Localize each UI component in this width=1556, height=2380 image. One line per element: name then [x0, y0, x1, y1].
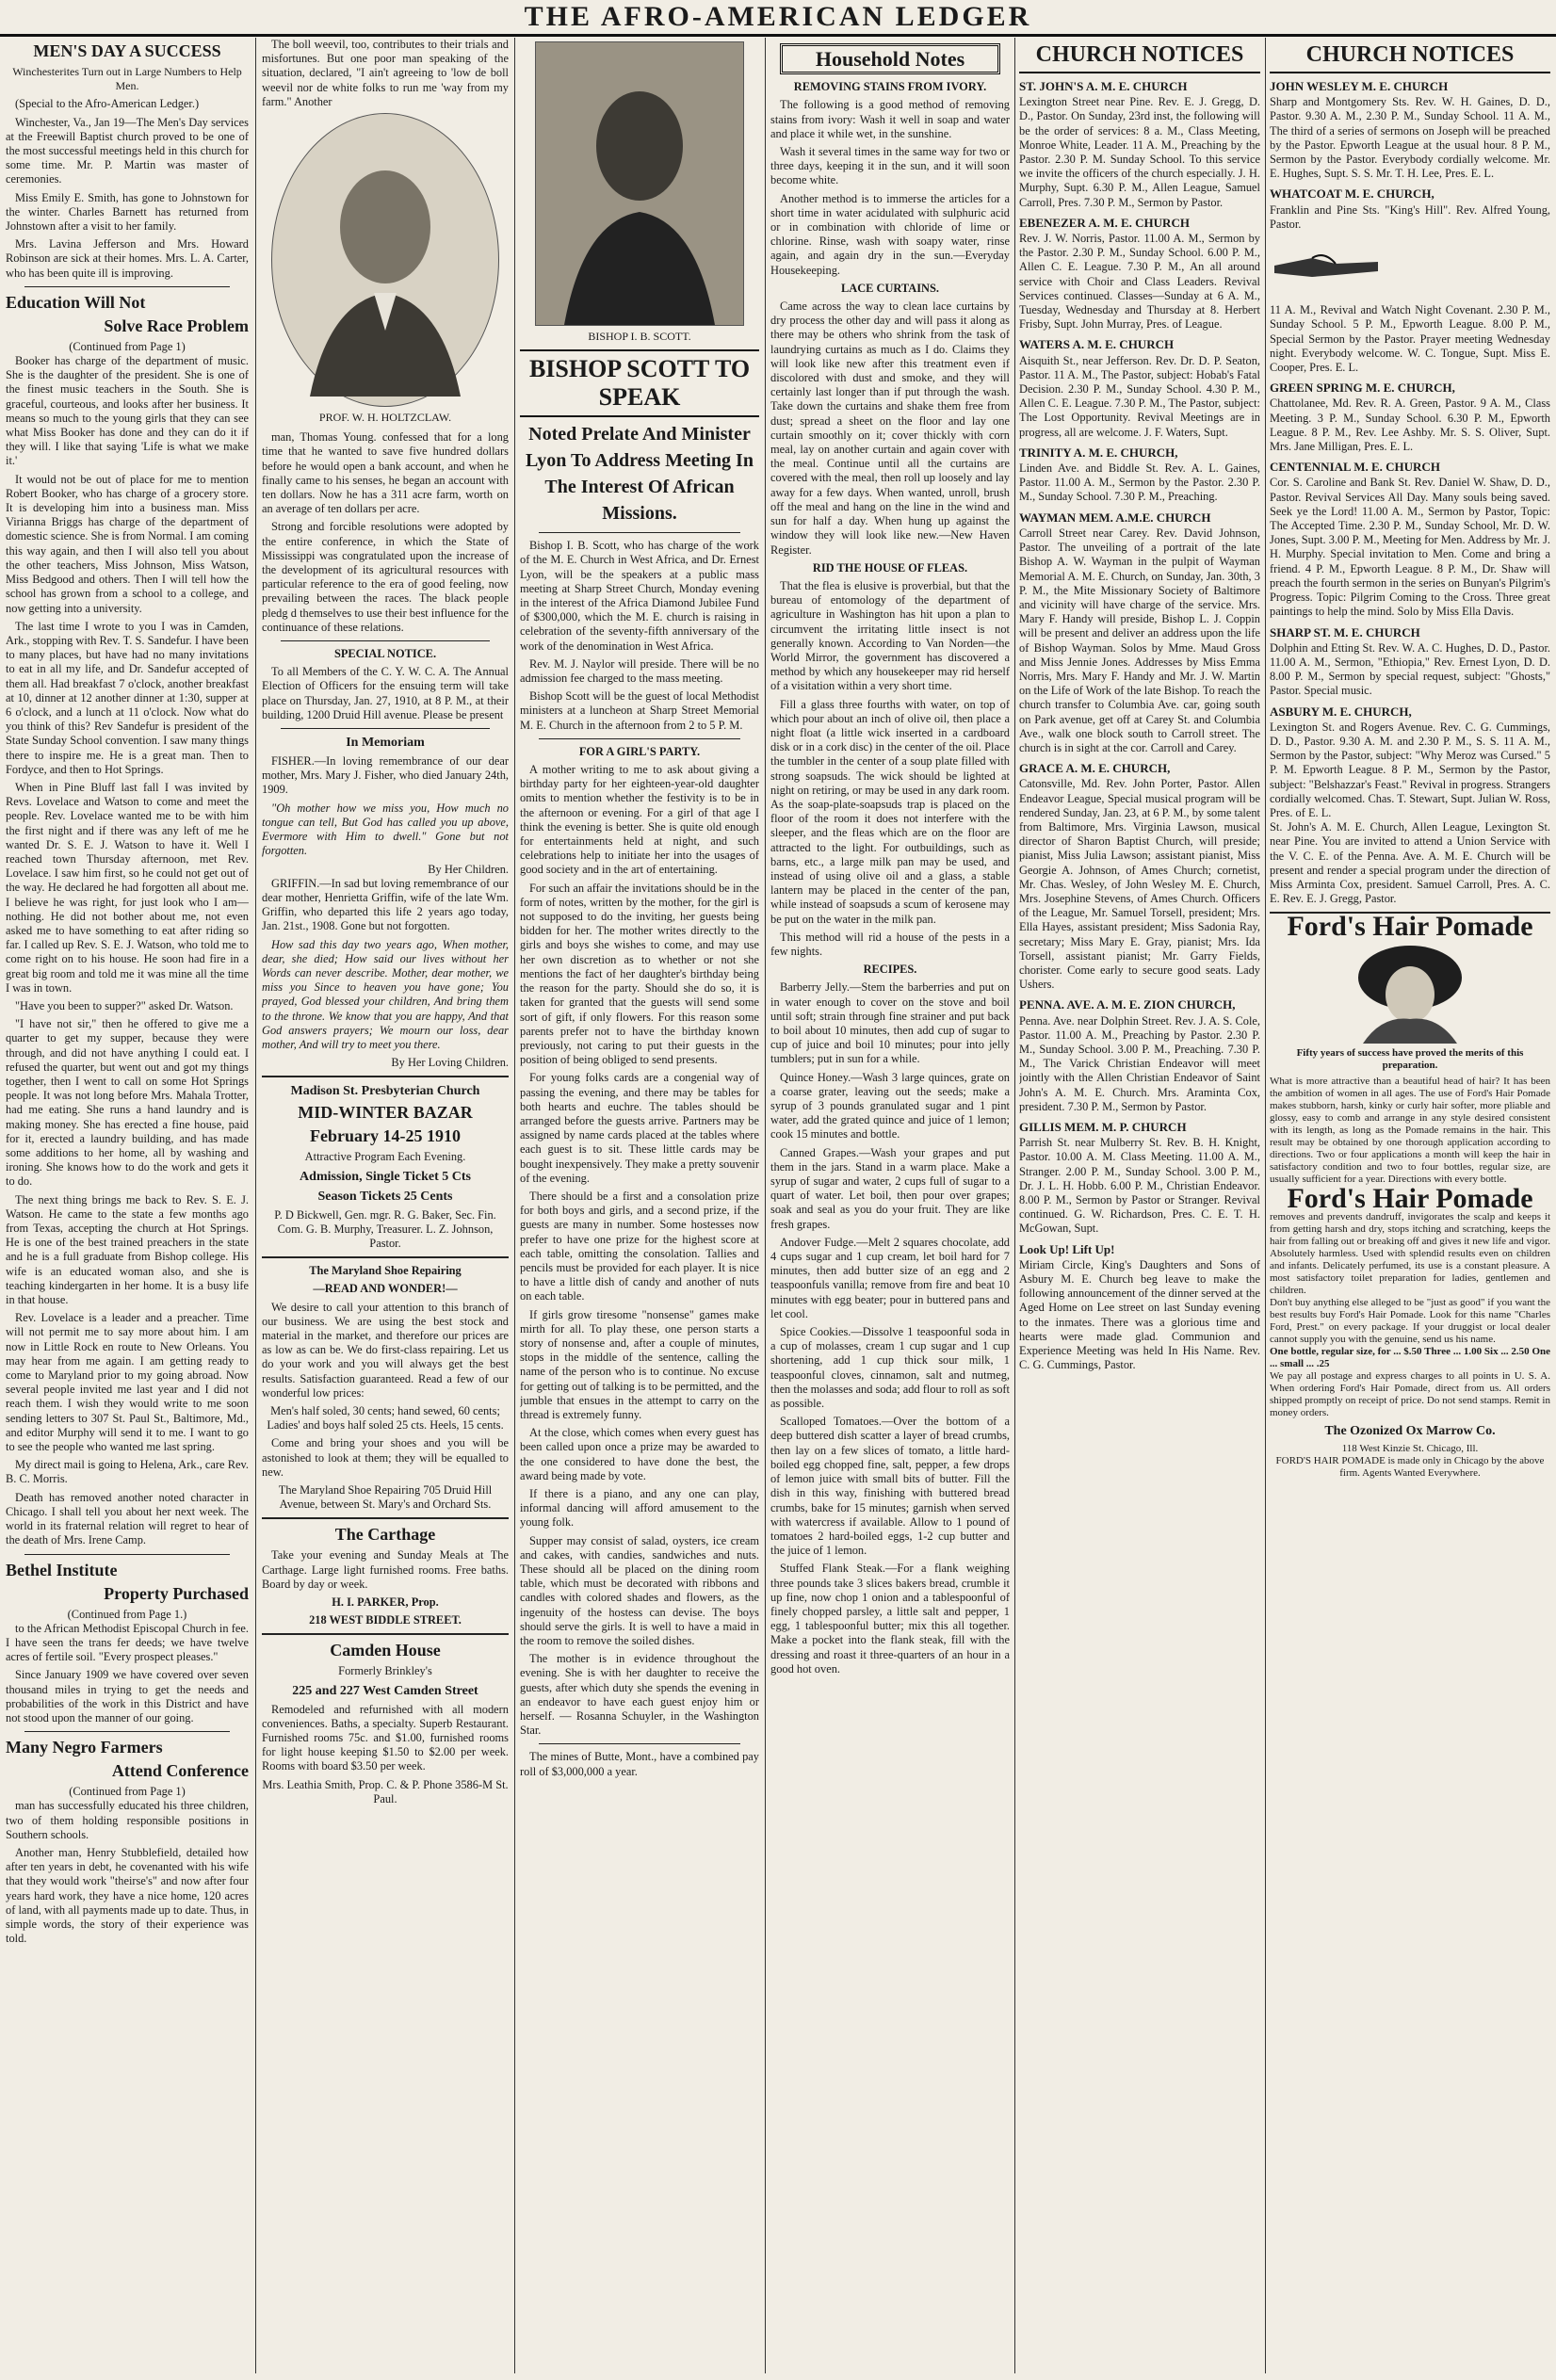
paragraph: That the flea is elusive is proverbial, but that the bureau of entomology of the department of agriculture in Washington has hit upon a plan to circumvent the irritating little insect is not generally known. According to Van Norden—the World Mirror, the government has discovered a method by which any housekeeper may rid herself of a visitation within a very short time. [770, 578, 1010, 693]
paragraph: To all Members of the C. Y. W. C. A. The Annual Election of Officers for the ensuing term will take place on Thursday, Jan. 27, 1910, at 8 P. M., at their building, 1200 Druid Hill avenue. Please be present [262, 665, 509, 721]
church-notice [1270, 79, 1550, 181]
church-notice [1019, 445, 1260, 505]
paragraph: Strong and forcible resolutions were adopted by the entire conference, in which the State of Mississippi was congratulated upon the increase of the development of its agricultural resources with particular reference to the era of good feeling, now prevailing between the races. The black people pledg d themselves to use their best influence for the continuance of these relations. [262, 520, 509, 634]
church-name: JOHN WESLEY M. E. CHURCH [1270, 79, 1449, 93]
ad-body: What is more attractive than a beautiful head of hair? It has been the ambition of women in all ages. The use of Ford's Hair Pomade makes stubborn, harsh, kinky or curly hair softer, more pliable and glossy, easy to comb and arrange in any style desired consistent with its length, as long as the Pomade remains in the hair. This result may be obtained by one thorough application according to directions. Two or four applications a month will keep the hair in satisfactory condition and two to four bottles, regular size, are usually sufficient for a year. Directions with every bottle. [1270, 1075, 1550, 1185]
ad-title: Ford's Hair Pomade [1287, 911, 1533, 943]
church-name: WAYMAN MEM. A.M.E. CHURCH [1019, 510, 1211, 525]
ad-heading: The Maryland Shoe Repairing [309, 1264, 462, 1278]
masthead: THE AFRO-AMERICAN LEDGER [0, 0, 1556, 37]
ad-dates: February 14-25 1910 [310, 1126, 461, 1146]
paragraph: Since January 1909 we have covered over seven thousand miles in trying to get the needs and probabilities of the work in this District and have not stood upon the manner of our going. [6, 1668, 249, 1724]
paragraph: Remodeled and refurnished with all modern conveniences. Baths, a specialty. Superb Restaurant. Furnished rooms 75c. and $1.00, furnished rooms for light house keeping $1.50 to $2.00 per week. Rooms with board $3.50 per week. [262, 1702, 509, 1773]
ad-tagline: Fifty years of success have proved the merits of this preparation. [1296, 1046, 1524, 1071]
article-headline: Attend Conference [111, 1761, 249, 1781]
section-banner: Household Notes [780, 43, 1000, 74]
paragraph: Another man, Henry Stubblefield, detailed how after ten years in debt, he covenanted with his wife that they would work "theirse's" and now after four years hard work, they have a nice home, 120 acres of land, with all payments made up to date. Thus, in simple words, the story of their experience was told. [6, 1845, 249, 1946]
church-name: CENTENNIAL M. E. CHURCH [1270, 460, 1440, 475]
paragraph: When in Pine Bluff last fall I was invited by Revs. Lovelace and Watson to come and meet the people. Rev. Lovelace wanted me to be with him the first night and if there was any left of me he wanted Dr. S. E. J. Watson to have it. Well I reached town Thursday afternoon, met Rev. Lovelace. I saw him first, so he could not get out of the way. He declared he had forgotten all about me. I believe he was right, for just look who I am—nothing. He did not bother about me, not even asked me to have something to eat after riding so far. I called up Rev. S. E. J. Watson, who told me to come right on to his house. He soon had fire in a great big room and told me it was mine all the time I was in town. [6, 780, 249, 995]
continued-note: (Continued from Page 1.) [67, 1607, 187, 1621]
column-1 [6, 38, 249, 2373]
ad-title: Ford's Hair Pomade [1287, 1182, 1533, 1214]
poem: How sad this day two years ago, When mother, dear, she died; How said our lives without her Words can never describe. Mother, dear mother, we miss you Since to heaven you have gone; You prayed, God blessed your children, And bring them to the throne. We know that you are happy, And that God answers prayers; We mourn our loss, dear mother, And will try to meet you there. [262, 937, 509, 1051]
paragraph: My direct mail is going to Helena, Ark., care Rev. B. C. Morris. [6, 1458, 249, 1486]
divider [262, 1633, 509, 1635]
paragraph: Rev. M. J. Naylor will preside. There will be no admission fee charged to the mass meeting. [520, 656, 759, 686]
paragraph: The boll weevil, too, contributes to their trials and misfortunes. But one poor man speaking of the situation, declared, "I ain't agreeing to 'low de boll weevil nor de white folks to run me 'way from my farm." Another [262, 38, 509, 108]
church-name: GREEN SPRING M. E. CHURCH, [1270, 380, 1455, 396]
paragraph: The mines of Butte, Mont., have a combined pay roll of $3,000,000 a year. [520, 1750, 759, 1778]
article-headline: Property Purchased [104, 1583, 249, 1603]
ad-body: We pay all postage and express charges to all points in U. S. A. When ordering Ford's Hair Pomade, direct from us. All orders shipped promptly on receipt of price. Do not send stamps. Remit in money orders. [1270, 1369, 1550, 1418]
photo-caption: BISHOP I. B. SCOTT. [588, 330, 691, 343]
church-notice [1019, 79, 1260, 210]
paragraph: "Have you been to supper?" asked Dr. Watson. [15, 998, 234, 1012]
column-3 [520, 38, 759, 2373]
signature: By Her Children. [428, 862, 509, 876]
column-rule [765, 38, 766, 2373]
ad-line: H. I. PARKER, Prop. [332, 1595, 439, 1610]
divider [262, 1076, 509, 1077]
church-details: Penna. Ave. near Dolphin Street. Rev. J. A. S. Cole, Pastor. 11.00 A. M., Preaching by Pastor. 2.30 P. M., Sunday School. 3.00 P. M., Preaching. 7.30 P. M., The Varick Christian Endeavor will meet jointly with the Allen Christian Endeavor of Saint John's A. M. E. Church. Mrs. Araminta Cox, president. 7.30 P. M., Sermon by Pastor. [1019, 1013, 1260, 1113]
section-header: CHURCH NOTICES [1270, 41, 1550, 73]
church-details: Franklin and Pine Sts. "King's Hill". Rev. Alfred Young, Pastor. [1270, 202, 1550, 231]
paragraph: Andover Fudge.—Melt 2 squares chocolate, add 4 cups sugar and 1 cup cream, let boil hard for 7 minutes, then add butter size of an egg and 2 teaspoonfuls vanilla; remove from fire and beat 10 minutes with egg beater; pour in buttered pans and let cool. [770, 1235, 1010, 1320]
paragraph: We desire to call your attention to this branch of our business. We are using the best stock and material in the market, and therefore our prices are as low as can be. We do first-class repairing. Let us do your work and you will always get the best results. Satisfaction guaranteed. Read a few of our wonderful low prices: [262, 1300, 509, 1400]
paragraph: Came across the way to clean lace curtains by dry process the other day and will pass it along as there may be others who shrink from the task of laundrying curtains as much as I do. Claims they will look like new after this treatment even if discolored with dust and smoke, and they will certainly last longer than if put through the wash. Take down the curtains and shake them free from dust; spread a sheet on the floor and lay one curtain smoothly on it; cover thickly with corn meal, lay on another curtain and again cover with the meal. Continue until all the curtains are covered with the meal, then roll up loosely and lay away for a few days. When wanted, unroll, brush off the meal and hang on the line in the wind and sun for half a day. When hung up against the window they will look like new.—New Haven Register. [770, 300, 1010, 557]
ad-body: removes and prevents dandruff, invigorates the scalp and keeps it from getting harsh and dry, stops itching and scratching, keeps the hair from falling out or breaking off and gives it new life and vigor. Absolutely harmless. Used with splendid results even on children and infants. Delicately perfumed, its use is a constant pleasure. A most satisfactory toilet preparation for ladies, gentlemen and children. [1270, 1210, 1550, 1296]
column-rule [255, 38, 256, 2373]
church-details: Lexington St. and Rogers Avenue. Rev. C. G. Cummings, D. D., Pastor. 9.30 A. M. and 2.30 P. M., S. S. 11 A. M., Sermon by the Pastor, subject: "Why Meroz was Cursed." 5 P. M. Epworth League. 8 P. M., Sermon by the Pastor, subject: "Belshazzar's Feast." Revival in progress. Strangers cordially welcomed. Chas. T. Stewart, Supt. Julian W. Ross, Pres. of E. L. [1270, 720, 1550, 819]
column-rule [514, 38, 515, 2373]
article-headline: REMOVING STAINS FROM IVORY. [793, 80, 987, 94]
article-subhead: Noted Prelate And Minister Lyon To Address Meeting In The Interest Of African Missions. [526, 424, 754, 525]
church-details: St. John's A. M. E. Church, Allen League, Lexington St. near Pine. You are invited to attend a Union Service with the V. C. E. of the Penna. Ave. A. M. E. Church will be present and render a special program under the direction of Miss Arminta Cox, president. Samuel Carroll, Pres. A. C. E. Rev. E. J. Gregg, Pastor. [1270, 820, 1550, 906]
church-details: Cor. S. Caroline and Bank St. Rev. Daniel W. Shaw, D. D., Pastor. Revival Services All Day. Many souls being saved. Seek ye the Lord! 11.00 A. M., Sermon by Pastor, Topic: The Accepted Time. 2.30 P. M., Sunday School, Mr. D. W. Jones, Supt. 3.00 P. M., Meeting for Men. Address by Mr. J. H. Murphy. Special invitation to Men. Come and bring a friend. 4 P. M., Epworth League. 8 P. M., Dr. Shaw will preach the fourth sermon in the series on Bunyan's Pilgrim's Progress. Topic: Pilgrim Coming to the Cross. Three great paintings to help the mind. Solo by Miss Ella Davis. [1270, 476, 1550, 619]
paragraph: At the close, which comes when every guest has been called upon once a prize may be awarded to the one considered to have done the best, the award being made by vote. [520, 1426, 759, 1482]
paragraph: This method will rid a house of the pests in a few nights. [770, 930, 1010, 958]
church-name: WHATCOAT M. E. CHURCH, [1270, 186, 1434, 202]
church-notice [1019, 761, 1260, 992]
paragraph: Fill a glass three fourths with water, on top of which pour about an inch of olive oil, then place a night float (a little wick inserted in a cardboard disk or in a cork disc) in the center of the oil. Place the tumbler in the center of a soup plate filled with strong soapsuds. The wick should be lighted at night on retiring, or may be used in any dark room. As the soap-plate-soapsuds trap is placed on the floor of the room it does not interfere with the sleeper, and the fleas which are on the floor are attracted to the light. For outbuildings, such as barns, etc., a large milk pan may be used, and instead of using olive oil and a glass, a stable lantern may be placed in the center of the pan, while instead of soapsuds a scum of kerosene may be put on the water in the milk pan. [770, 697, 1010, 926]
article-subhead: Winchesterites Turn out in Large Numbers to Help Men. [12, 65, 242, 93]
article-headline: RECIPES. [863, 963, 917, 977]
church-notice [1270, 704, 1550, 821]
church-name: SHARP ST. M. E. CHURCH [1270, 624, 1420, 640]
paragraph: For young folks cards are a congenial way of passing the evening, and there may be tables for both hearts and euchre. The tables should be arranged before the guests arrive. Partners may be assigned by name cards placed at the tables where each guest is to sit. These little cards may be bought inexpensively. They make a pretty souvenir of the evening. [520, 1071, 759, 1185]
article-headline: LACE CURTAINS. [841, 281, 939, 295]
church-name: TRINITY A. M. E. CHURCH, [1019, 445, 1178, 460]
paragraph: Come and bring your shoes and you will be astonished to look at them; they will be equalled to new. [262, 1436, 509, 1479]
church-details: Rev. J. W. Norris, Pastor. 11.00 A. M., Sermon by the Pastor. 2.30 P. M., Sunday School. 6.00 P. M., Allen C. E. League. 7.30 P. M., An all around service with Choir and Class Leaders. Revival Services continued. Classes—Sunday at 6 A. M., Tuesday, Wednesday and Thursday at 8. Herbert Frisby, Supt. John Murray, Pres. of League. [1019, 232, 1260, 332]
church-name: Look Up! Lift Up! [1019, 1241, 1115, 1256]
paragraph: Winchester, Va., Jan 19—The Men's Day services at the Freewill Baptist church proved to be one of the most successful meetings held in this church for some time. Mr. P. Martin was master of ceremonies. [6, 115, 249, 186]
church-name: WATERS A. M. E. CHURCH [1019, 337, 1175, 352]
church-notice [1019, 216, 1260, 332]
article-headline: BISHOP SCOTT TO SPEAK [520, 349, 759, 417]
column-4 [770, 38, 1010, 2373]
church-details: Aisquith St., near Jefferson. Rev. Dr. D. P. Seaton, Pastor. 11 A. M., The Pastor, subject: Hobab's Fatal Decision. 2.30 P. M., Sunday School. 4.30 P. M., Allen C. E. League. 7.30 P. M., The Pastor, subject: The Lost Opportunity. Revival Meetings are in progress, all are welcome. J. F. Waters, Supt. [1019, 353, 1260, 439]
ad-prices: One bottle, regular size, for ... $.50 Three ... 1.00 Six ... 2.50 One ... small ... .25 [1270, 1345, 1550, 1369]
church-details: 11 A. M., Revival and Watch Night Covenant. 2.30 P. M., Sunday School. 5 P. M., Epworth League. 8.00 P. M., Special Sermon by the Pastor. Prayer meeting Wednesday night. Everybody welcome. W. C. Tongue, Supt. Miss E. Cooper, Pres. E. L. [1270, 303, 1550, 375]
ad-line: Admission, Single Ticket 5 Cts [300, 1169, 471, 1184]
divider [281, 728, 490, 729]
church-details: Parrish St. near Mulberry St. Rev. B. H. Knight, Pastor. 10.00 A. M. Class Meeting. 11.00 A. M., Stranger. 2.00 P. M., Sunday School. 3.00 P. M., Dr. J. L. H. Hobb. 6.00 P. M., Christian Endeavor. 8.00 P. M., Sermon by Pastor or Stranger. Revival continued. G. W. Richardson, Pres. C. E. T. H. McGowan, Supt. [1019, 1136, 1260, 1236]
article-headline: MEN'S DAY A SUCCESS [33, 41, 221, 60]
ad-line: Season Tickets 25 Cents [317, 1189, 453, 1204]
ad-title: The Carthage [334, 1525, 436, 1545]
ad-line: Attractive Program Each Evening. [304, 1150, 466, 1164]
column-6 [1270, 38, 1550, 2373]
church-details: Miriam Circle, King's Daughters and Sons of Asbury M. E. Church beg leave to make the following announcement of the dinner served at the Aged Home on Lee street on last Sunday evening to the inmates. There was a glorious time and hearts were made glad. Communion and Experience Meeting was held In His Name. Rev. C. G. Cummings, Pastor. [1019, 1257, 1260, 1372]
paragraph: (Special to the Afro-American Ledger.) [15, 97, 200, 111]
paragraph: Rev. Lovelace is a leader and a preacher. Time will not permit me to say more about him. I am now in Little Rock en route to New Orleans. You may hear from me again. I am getting ready to come to Maryland prior to my going abroad. Now several people invited me last year and I did not reach them. I wish they would write to me soon sending letters to 307 St. Paul St., Baltimore, Md., and editor Murphy will send it to me. I want to go to see the people who wanted me last spring. [6, 1311, 249, 1454]
ad-officers: P. D Bickwell, Gen. mgr. R. G. Baker, Sec. Fin. Com. G. B. Murphy, Treasurer. L. Z. Johnson, Pastor. [274, 1207, 496, 1250]
article-headline: FOR A GIRL'S PARTY. [578, 744, 701, 758]
column-5 [1019, 38, 1260, 2373]
church-details: Sharp and Montgomery Sts. Rev. W. H. Gaines, D. D., Pastor. 9.30 A. M., 2.30 P. M., Sunday School. 11 A. M., The third of a series of sermons on Joseph will be preached by the Pastor. Epworth League at the usual hour. 8 P. M., Sermon by the Pastor. Everybody cordially welcome. Mr. E. Hughes, Supt. S. S. Mr. T. H. Lee, Pres. E. L. [1270, 95, 1550, 181]
article-headline: Many Negro Farmers [6, 1738, 163, 1757]
ad-subheading: —READ AND WONDER!— [313, 1282, 458, 1296]
section-header: CHURCH NOTICES [1019, 41, 1260, 73]
continued-note: (Continued from Page 1) [69, 339, 186, 353]
church-notice-list [1019, 79, 1260, 1372]
paragraph: "I have not sir," then he offered to give me a quarter to get my supper, because they were through, and did not have anything I could eat. I refused the quarter, but went out and got my things together, then I went to call on some Hot Springs people. It was not long before Mrs. Mahala Trotter, had me eating. She runs a hand laundry and is making money. She has erected a fine house, paid for it, erected a laundry building, and has made some additions to her home, all by washing and ironing. She knows how to do the work and gets it to do. [6, 1017, 249, 1189]
woman-portrait-icon [1316, 940, 1504, 1044]
ad-address: 118 West Kinzie St. Chicago, Ill. [1341, 1442, 1479, 1454]
church-details: Linden Ave. and Biddle St. Rev. A. L. Gaines, Pastor. 11.00 A. M., Sermon by the Pastor. 2.30 P. M., Sunday School. 7.30 P. M., Preaching. [1019, 461, 1260, 504]
church-details: Chattolanee, Md. Rev. R. A. Green, Pastor. 9 A. M., Class Meeting. 3 P. M., Sunday School. 6.30 P. M., Epworth League. 8 P. M., Rev. Lee Ashby. Mr. S. S. Oliver, Supt. Mrs. Jane Milligan, Pres. E. L. [1270, 397, 1550, 454]
memoriam-heading: In Memoriam [346, 736, 425, 751]
ad-heading: Madison St. Presbyterian Church [290, 1084, 480, 1099]
divider [24, 1731, 230, 1732]
church-name: ST. JOHN'S A. M. E. CHURCH [1019, 79, 1188, 93]
ad-line: Mrs. Leathia Smith, Prop. C. & P. Phone 3586-M St. Paul. [262, 1777, 509, 1805]
divider [539, 1743, 740, 1744]
article-headline: RID THE HOUSE OF FLEAS. [812, 560, 968, 575]
paragraph: Quince Honey.—Wash 3 large quinces, grate on a coarse grater, leaving out the seeds; make a syrup of 3 pounds granulated sugar and 1 pint water, add the grated quince and juice of 1 lemon; cook 15 minutes and bottle. [770, 1070, 1010, 1141]
ad-address: The Maryland Shoe Repairing 705 Druid Hill Avenue, between St. Mary's and Orchard Sts. [278, 1483, 493, 1512]
paragraph: Bishop I. B. Scott, who has charge of the work of the M. E. Church in West Africa, and Dr. Ernest Lyon, will be the speakers at a public mass meeting at Sharp Street Church, Monday evening in the interest of the Africa Diamond Jubilee Fund of $300,000, which the M. E. church is raising in celebration of the seventy-fifth anniversary of the work of the denomination in West Africa. [520, 539, 759, 653]
paragraph: Miss Emily E. Smith, has gone to Johnstown for the winter. Charles Barnett has returned from Johnstown after a visit to her family. [6, 190, 249, 234]
paragraph: Mrs. Lavina Jefferson and Mrs. Howard Robinson are sick at their homes. Mrs. L. A. Carter, who has been quite ill is improving. [6, 237, 249, 280]
paragraph: There should be a first and a consolation prize for both boys and girls, and a second prize, if the guests are many in number. Some hostesses now prefer to have one prize for the highest score at each table, omitting the consolation. Tallies and pencils must be provided for each player. It is nice to have a little dish of candy and another of nuts on each table. [520, 1189, 759, 1303]
church-notice [1019, 1242, 1260, 1373]
church-name: PENNA. AVE. A. M. E. ZION CHURCH, [1019, 997, 1236, 1012]
paragraph: Stuffed Flank Steak.—For a flank weighing three pounds take 3 slices bakers bread, crumble it up fine, now chop 1 onion and a tablespoonful of finely chopped parsley, a little salt and pepper, 1 egg, 1 tablespoonful butter; mix this all together. Make a pocket into the flank steak, fill with the dressing and roast it three-quarters of an hour in a good hot oven. [770, 1562, 1010, 1676]
ad-prices: Men's half soled, 30 cents; hand sewed, 60 cents; Ladies' and boys half soled 25 cts. Heels, 15 cents. [267, 1403, 504, 1433]
column-rule [1014, 38, 1015, 2373]
article-headline: Bethel Institute [6, 1560, 118, 1579]
paragraph: The next thing brings me back to Rev. S. E. J. Watson. He came to the state a few months ago from Texas, accepting the church at Hot Springs. He is one of the best trained preachers in the state and he is a full graduate from Bishop college. His wife is an educated woman also, and she is teaching kindergarten in her home. It is a busy life in that house. [6, 1192, 249, 1307]
church-name: GRACE A. M. E. CHURCH, [1019, 761, 1171, 776]
divider [24, 286, 230, 287]
church-details: Catonsville, Md. Rev. John Porter, Pastor. Allen Endeavor League, Special musical program will be rendered Sunday, Jan. 23, at 6 P. M., by some talent from Baltimore, Mrs. Virginia Lawson, musical director of Sharon Baptist Church, will preside; pianist, Miss Julia Lawson; assistant pianist, Miss Georgie A. Johnson, of Ames Church; cornetist, Mr. Chas. Wesley, of John Wesley M. E. Church, Mrs. Josephine Stevens, of Ames Church. Officers of the League, Mr. Samuel Torsell, president; Mrs. Ella Hayes, assistant president; Miss Sadonia Ray, secretary; Miss Mary E. Gray, pianist; Mrs. Ida Torsell, assistant pianist; Mr. Garry Fields, chorister. Come early to secure good seats. Lady Ushers. [1019, 777, 1260, 992]
paragraph: Take your evening and Sunday Meals at The Carthage. Large light furnished rooms. Free baths. Board by day or week. [262, 1548, 509, 1591]
divider [262, 1256, 509, 1258]
notice-heading: SPECIAL NOTICE. [333, 647, 437, 661]
article-headline: Solve Race Problem [104, 316, 249, 335]
paragraph: man, Thomas Young. confessed that for a long time that he wanted to save five hundred dollars before he would open a bank account, and when he finally came to his senses, he began an account with ten dollars. Now he has a 311 acre farm, worth on an average of ten dollars per acre. [262, 430, 509, 516]
paragraph: Booker has charge of the department of music. She is the daughter of the president. She is one of the finest music teachers in the South. She is graceful, courteous, and looks after her business. It means so much to the young girls that they can see what Miss Booker has done and they can do it if they will. I like that saying 'Life is what we make it.' [6, 354, 249, 468]
paragraph: If there is a piano, and any one can play, informal dancing will afford amusement to the young folk. [520, 1487, 759, 1530]
portrait-photo [535, 41, 744, 326]
paragraph: The last time I wrote to you I was in Camden, Ark., stopping with Rev. T. S. Sandefur. I have been to many places, but have had no many invitations to eat in all my life, and Dr. Sandefur accepted of them all. Had breakfast 7 o'clock, another breakfast at 10, dinner at 12 another dinner at 1:30, supper at 6 o'clock, and a lunch at 11 o'clock. Now what do you think of this? Rev Sandefur is president of the State Sunday School convention. I saw many things there to inspire me. He is a great man. Then to Fordyce, and then to Hot Springs. [6, 619, 249, 776]
paragraph: The following is a good method of removing stains from ivory: Wash it well in soap and water and place it while wet, in the sunshine. [770, 98, 1010, 140]
ad-line: Formerly Brinkley's [338, 1664, 432, 1678]
paragraph: If girls grow tiresome "nonsense" games make mirth for all. To play these, one person starts a story of nonsense and, after a couple of minutes, stops in the middle of the sentence, calling the name of the person who is to continue. No excuse for getting out of talking is to be permitted, and the jumble that ensues in the attempt to carry on the thread is extremely funny. [520, 1307, 759, 1421]
church-name: ASBURY M. E. CHURCH, [1270, 704, 1412, 719]
paragraph: Another method is to immerse the articles for a short time in water acidulated with sulphuric acid or in combination with chloride of lime or chlorine. Rinse, wash with soapy water, rinse again, and again dry in the sun.—Everyday Housekeeping. [770, 191, 1010, 277]
church-notice [1019, 510, 1260, 755]
church-notice [1270, 186, 1550, 232]
paragraph: Barberry Jelly.—Stem the barberries and put on in water enough to cover on the stove and boil until soft; strain through fine strainer and put back to boil about 10 minutes, then add cup of sugar to cup of juice and boil 10 minutes; pour into jelly tumblers; put in sun for a while. [770, 980, 1010, 1066]
church-notice [1270, 820, 1550, 906]
portrait-photo [271, 113, 499, 407]
church-notice [1019, 1120, 1260, 1237]
church-details: Lexington Street near Pine. Rev. E. J. Gregg, D. D., Pastor. On Sunday, 23rd inst, the following will be the order of services: 8 a. M., Class Meeting, Monroe White, Leader. 11 A. M., Preaching by the Pastor. 2.30 P. M. Sunday School. To this service we invite the officers of the church especially. J. H. Murphy, Supt. 6.30 P. M., Allen League, Samuel Carroll, Pres. 7.30 P. M., Sermon by Pastor. [1019, 95, 1260, 209]
paragraph: GRIFFIN.—In sad but loving remembrance of our dear mother, Henrietta Griffin, wife of the late Wm. Griffin, who departed this life 2 years ago today, Jan. 21st., 1908. Gone but not forgotten. [262, 876, 509, 933]
church-notice [1019, 337, 1260, 439]
ad-body: Don't buy anything else alleged to be "just as good" if you want the best results buy Ford's Hair Pomade. Look for this name "Charles Ford, Prest." on every package. If your druggist or local dealer cannot supply you with the genuine, send us his name. [1270, 1296, 1550, 1345]
paragraph: The mother is in evidence throughout the evening. She is with her daughter to receive the guests, after which duty she spends the evening in an endeavor to have each guest enjoy him or herself. — Rosanna Schuyler, in the Washington Star. [520, 1652, 759, 1738]
person-silhouette-icon [272, 114, 498, 406]
paragraph: Death has removed another noted character in Chicago. I shall tell you about her next week. The world in its fraternal relation will regret to hear of the death of Mrs. Irene Camp. [6, 1490, 249, 1547]
paragraph: Scalloped Tomatoes.—Over the bottom of a deep buttered dish scatter a layer of bread crumbs, then lay on a few slices of tomato, a little hard-boiled egg chopped fine, salt, pepper, a few drops of lemon juice with small bits of butter. Fill the dish in this way, finishing with buttered bread crumbs, bake for 15 minutes; garnish when served with watercress if available. Allow to 1 pound of tomatoes 2 hard-boiled eggs, 1-2 cup butter and the juice of 1 lemon. [770, 1415, 1010, 1558]
column-2 [262, 38, 509, 2373]
divider [262, 1517, 509, 1519]
paragraph: Spice Cookies.—Dissolve 1 teaspoonful soda in a cup of molasses, cream 1 cup sugar and 1 cup shortening, add 1 cup thick sour milk, 1 teaspoonful cloves, cinnamon, salt and nutmeg, then the molasses and soda; add flour to roll as soft as possible. [770, 1325, 1010, 1411]
paragraph: FISHER.—In loving remembrance of our dear mother, Mrs. Mary J. Fisher, who died January 24th, 1909. [262, 754, 509, 797]
church-notice [1270, 460, 1550, 619]
paragraph: A mother writing to me to ask about giving a birthday party for her eighteen-year-old daughter omits to mention whether the festivity is to be in the afternoon or evening. For a girl of that age I think the evening is better. She is quite old enough for entertainments held at night, and such celebrations help to initiate her into the usages of good society and in the art of entertaining. [520, 763, 759, 877]
church-notice [1270, 625, 1550, 699]
paragraph: to the African Methodist Episcopal Church in fee. I have seen the trans fer deeds; we have twelve acres of fertile soil. "Every prospect pleases." [6, 1621, 249, 1664]
poem: "Oh mother how we miss you, How much no tongue can tell, But God has called you up above, Evermore with Him to dwell." Gone but not forgotten. [262, 801, 509, 858]
person-silhouette-icon [536, 42, 743, 325]
ad-footer: FORD'S HAIR POMADE is made only in Chicago by the above firm. Agents Wanted Everywhere. [1275, 1454, 1545, 1479]
ad-title: Camden House [330, 1641, 441, 1660]
divider [539, 738, 740, 739]
ad-company: The Ozonized Ox Marrow Co. [1324, 1423, 1496, 1438]
divider [281, 640, 490, 641]
handshake-icon [1270, 237, 1383, 294]
church-details: Dolphin and Etting St. Rev. W. A. C. Hughes, D. D., Pastor. 11.00 A. M., Sermon, "Ethiopia," Rev. Ernest Lyon, D. D. 8.00 P. M., Sermon by special request, subject: "Ghosts," Pastor. Special music. [1270, 640, 1550, 698]
church-notice [1019, 997, 1260, 1114]
church-notice [1270, 380, 1550, 454]
paragraph: Wash it several times in the same way for two or three days, keeping it in the sun, and it will soon become white. [770, 145, 1010, 187]
church-name: GILLIS MEM. M. P. CHURCH [1019, 1120, 1187, 1135]
signature: By Her Loving Children. [391, 1056, 509, 1070]
paragraph: For such an affair the invitations should be in the form of notes, written by the mother, for the girl is not supposed to do the inviting, her guests being bidden for her. The mother writes directly to the girls and boys she wishes to come, and may use her own discretion as to whether or not she mentions the fact of her daughter's birthday being the reason for the party. Should she do so, it is taken for granted that the guests will send some sort of gift, if only flowers. For this reason some parents prefer not to have the birthday known previously, not caring to put their guests in the position of being obliged to send presents. [520, 881, 759, 1067]
ad-title: MID-WINTER BAZAR [298, 1103, 473, 1123]
church-notice [1270, 303, 1550, 375]
divider [24, 1554, 230, 1555]
paragraph: Bishop Scott will be the guest of local Methodist ministers at a luncheon at Sharp Street Memorial M. E. Church in the afternoon from 2 to 5 P. M. [520, 689, 759, 732]
photo-caption: PROF. W. H. HOLTZCLAW. [318, 411, 452, 425]
column-rule [1265, 38, 1266, 2373]
divider [539, 532, 740, 533]
ad-line: 218 WEST BIDDLE STREET. [309, 1613, 462, 1627]
paragraph: man has successfully educated his three children, two of them holding responsible positions in Southern schools. [6, 1799, 249, 1841]
church-details: Carroll Street near Carey. Rev. David Johnson, Pastor. The unveiling of a portrait of the late Bishop A. W. Wayman in the pulpit of Wayman Memorial A. M. E. Church, on Sunday, Jan. 30th, 3 P. M., the Mite Missionary Society of Baltimore and vicinity will have charge of the service. Mrs. Mary F. Handy will preside, Bishop L. J. Coppin will be present and deliver an address upon the life of Bishop Wayman. Solos by Mme. Maud Gross and Miss Jennie Jones. Addresses by Miss Emma Norris, Mrs. Mary F. Handy and Mr. J. W. Martin on the Life of Work of the late Bishop. To reach the church transfer to Columbia Ave. car, going south on Park avenue, get off at Carey St. and Columbia Ave., walk one block south to Carroll street. The church is in sight at the cor. Carroll and Carey. [1019, 526, 1260, 754]
ad-line: 225 and 227 West Camden Street [292, 1683, 478, 1698]
church-name: EBENEZER A. M. E. CHURCH [1019, 215, 1190, 230]
paragraph: Supper may consist of salad, oysters, ice cream and cakes, with candies, sandwiches and nuts. These should all be placed on the dining room table, which must be decorated with ribbons and candles with colored shades and flowers, as the ingenuity of the hostess can devise. The boys should serve the girls. It is well to have a maid in the room to remove the soiled dishes. [520, 1533, 759, 1648]
continued-note: (Continued from Page 1) [69, 1785, 186, 1799]
article-headline: Education Will Not [6, 292, 146, 312]
paragraph: Canned Grapes.—Wash your grapes and put them in the jars. Stand in a warm place. Make a syrup of sugar and water, 2 cups full of sugar to a quart of water. Let boil, then pour over grapes; soak and seal as you do your fruit. They are like fresh grapes. [770, 1145, 1010, 1231]
paragraph: It would not be out of place for me to mention Robert Booker, who has charge of a grocery store. It is developing him into a business man. Miss Virianna Briggs has charge of the department of domestic science. She is from Normal. I am coming this way again, and then I will also tell you about the other teachers, Miss Johnson, Miss Watson, Miss Bedgood and others. Then I will tell how the school has grown from a school to a college, and now getting into a university. [6, 472, 249, 615]
